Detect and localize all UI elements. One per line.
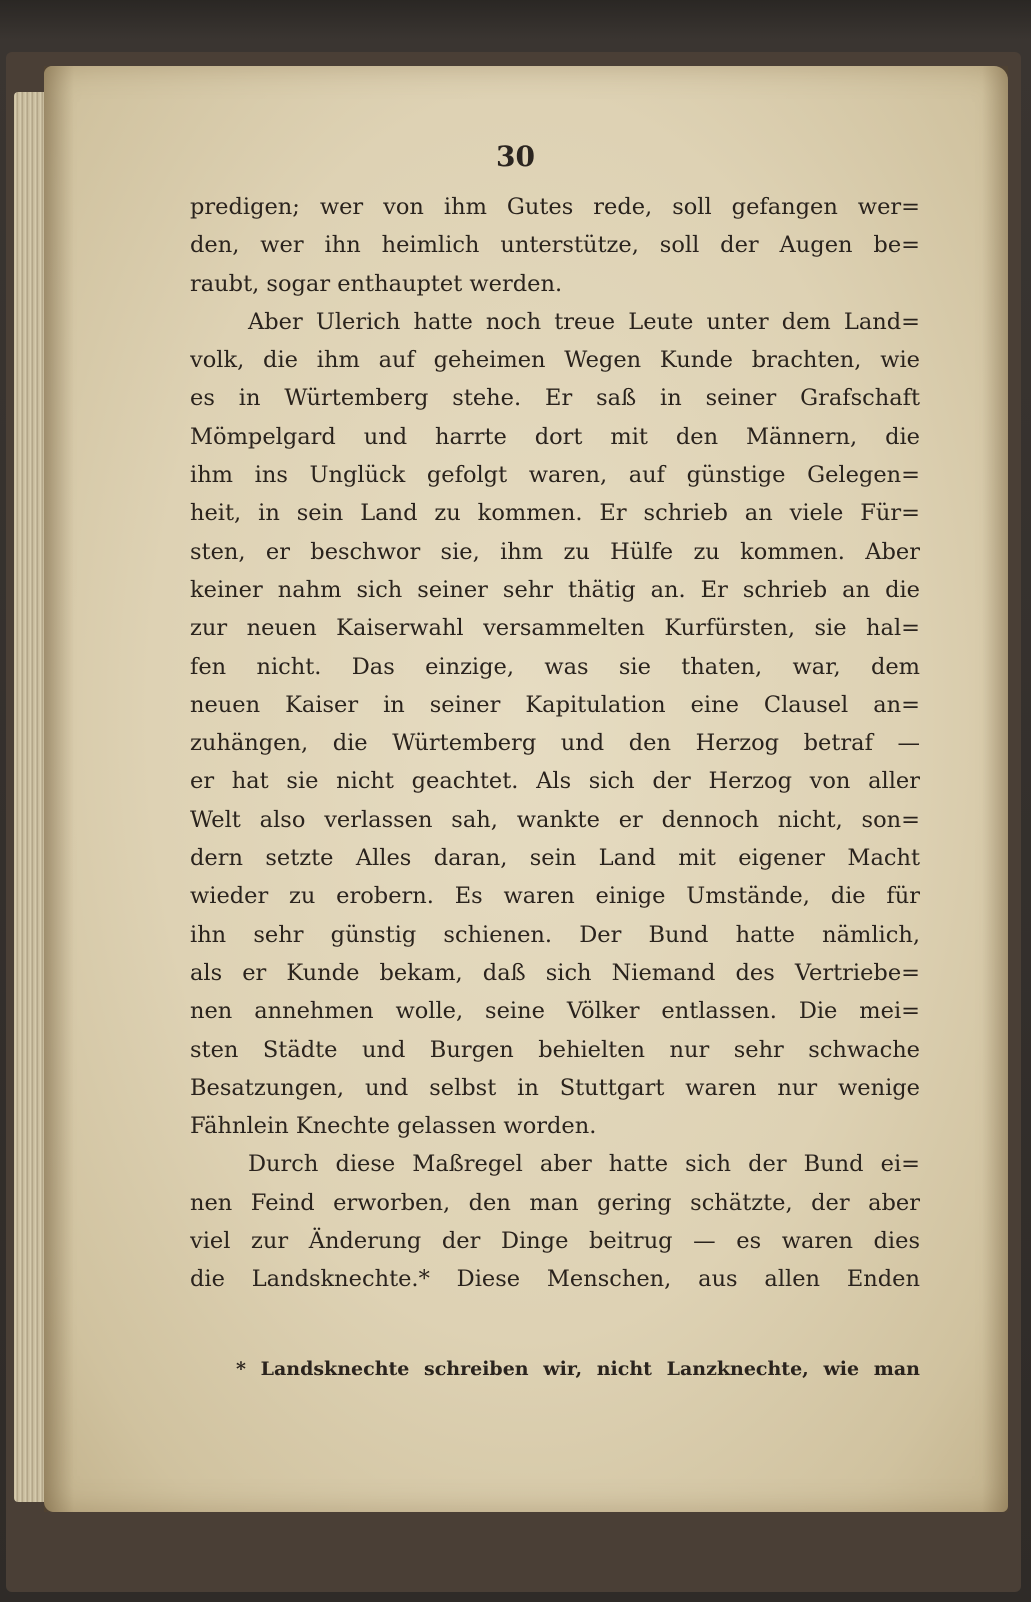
text-line: nen Feind erworben, den man gering schätzte, der aber [190, 1189, 920, 1216]
text-line: es in Würtemberg stehe. Er saß in seiner Grafschaft [190, 385, 920, 412]
text-line: die Landsknechte.* Diese Menschen, aus allen Enden [190, 1266, 920, 1293]
text-line: wieder zu erobern. Es waren einige Umstände, die für [190, 883, 920, 910]
body-text [190, 188, 920, 1299]
text-line: heit, in sein Land zu kommen. Er schrieb an viele Für= [190, 500, 920, 527]
text-line: Mömpelgard und harrte dort mit den Männern, die [190, 423, 920, 450]
text-line: predigen; wer von ihm Gutes rede, soll gefangen wer= [190, 194, 920, 220]
text-line: Durch diese Maßregel aber hatte sich der Bund ei= [248, 1151, 920, 1178]
text-line: raubt, sogar enthauptet werden. [190, 270, 563, 297]
text-line: zur neuen Kaiserwahl versammelten Kurfürsten, sie hal= [190, 615, 920, 642]
text-line: Besatzungen, und selbst in Stuttgart waren nur wenige [190, 1074, 920, 1101]
text-line: Fähnlein Knechte gelassen worden. [190, 1113, 597, 1140]
text-line: fen nicht. Das einzige, was sie thaten, war, dem [190, 653, 920, 680]
page-number: 30 [496, 140, 535, 173]
text-line: keiner nahm sich seiner sehr thätig an. Er schrieb an die [190, 576, 920, 603]
text-line: volk, die ihm auf geheimen Wegen Kunde brachten, wie [190, 347, 920, 374]
text-line: sten, er beschwor sie, ihm zu Hülfe zu kommen. Aber [190, 538, 920, 565]
text-line: als er Kunde bekam, daß sich Niemand des Vertriebe= [190, 959, 920, 986]
text-line: zuhängen, die Würtemberg und den Herzog betraf — [190, 730, 920, 757]
text-line: nen annehmen wolle, seine Völker entlassen. Die mei= [190, 998, 920, 1025]
footnote: * Landsknechte schreiben wir, nicht Lanzknechte, wie man [236, 1358, 920, 1380]
text-line: ihm ins Unglück gefolgt waren, auf günstige Gelegen= [190, 462, 920, 489]
page-edge-shadow [982, 66, 1008, 1512]
text-line: neuen Kaiser in seiner Kapitulation eine Clausel an= [190, 691, 920, 718]
text-line: viel zur Änderung der Dinge beitrug — es waren dies [190, 1228, 920, 1255]
text-line: er hat sie nicht geachtet. Als sich der Herzog von aller [190, 768, 920, 795]
text-line: Welt also verlassen sah, wankte er dennoch nicht, son= [190, 806, 920, 833]
text-line: sten Städte und Burgen behielten nur sehr schwache [190, 1036, 920, 1063]
text-line: ihn sehr günstig schienen. Der Bund hatte nämlich, [190, 921, 920, 948]
text-line: den, wer ihn heimlich unterstütze, soll der Augen be= [190, 232, 920, 259]
text-line: Aber Ulerich hatte noch treue Leute unter dem Land= [248, 308, 920, 335]
spine-shadow [44, 66, 74, 1512]
text-line: dern setzte Alles daran, sein Land mit eigener Macht [190, 845, 920, 872]
